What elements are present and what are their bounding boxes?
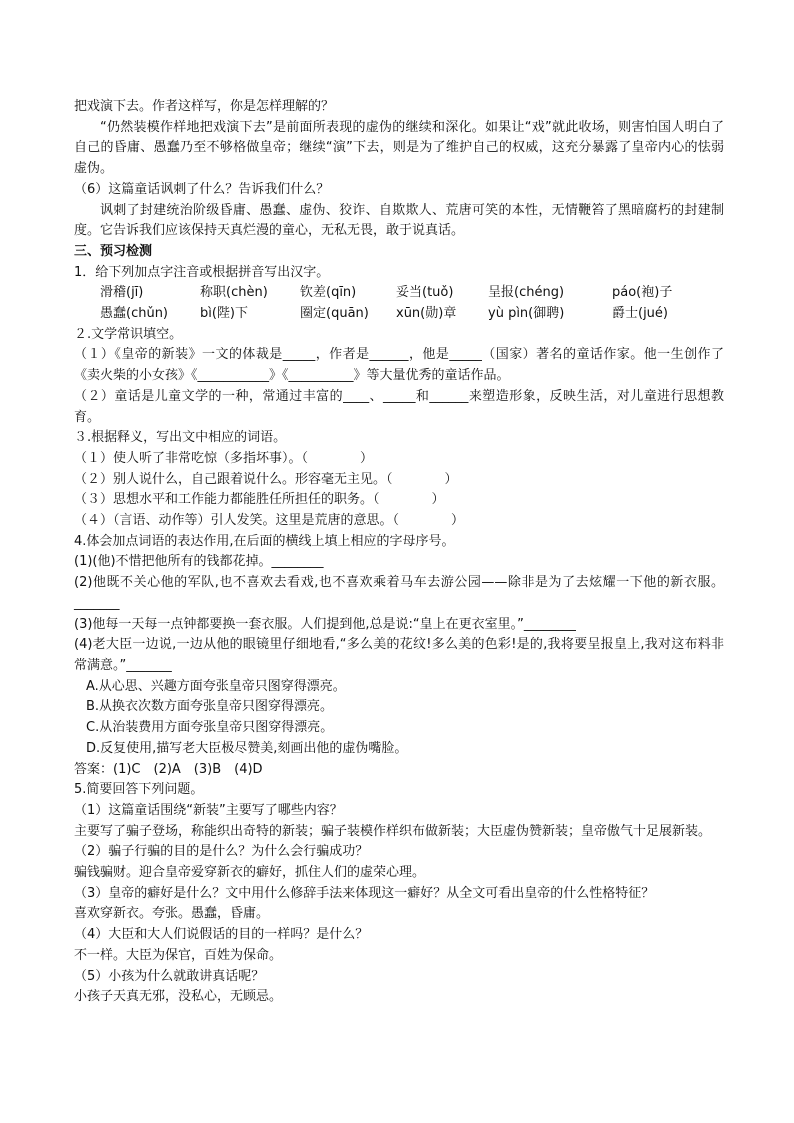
pinyin-item: 圈定(quān) <box>300 306 369 322</box>
answer-4: 答案：(1)C (2)A (3)B (4)D <box>74 761 263 777</box>
question-4-2: (2)他既不关心他的军队,也不喜欢去看戏,也不喜欢乘着马车去游公园——除非是为了去炫耀一下他的新衣服。_______ <box>74 575 724 611</box>
pinyin-item: 呈报(chéng) <box>488 285 565 301</box>
question-4: 4.体会加点词语的表达作用,在后面的横线上填上相应的字母序号。 <box>74 533 455 549</box>
pinyin-item: bì(陛)下 <box>200 306 249 322</box>
question-6: （6）这篇童话讽刺了什么？告诉我们什么？ <box>74 181 330 197</box>
pinyin-item: 愚蠢(chǔn) <box>100 306 169 322</box>
option-c: C.从治装费用方面夸张皇帝只图穿得漂亮。 <box>86 720 334 736</box>
question-4-3: (3)他每一天每一点钟都要换一套衣服。人们提到他,总是说:“皇上在更衣室里。”________ <box>74 616 576 632</box>
answer-5-2: 骗钱骗财。迎合皇帝爱穿新衣的癖好，抓住人们的虚荣心理。 <box>74 865 426 881</box>
pinyin-row-2 <box>74 304 724 325</box>
question-3: ３.根据释义，写出文中相应的词语。 <box>74 430 287 446</box>
question-4-1: (1)(他)不惜把他所有的钱都花掉。________ <box>74 554 324 570</box>
question-5-2: （2）骗子行骗的目的是什么？为什么会行骗成功？ <box>74 844 369 860</box>
question-5-4: （4）大臣和大人们说假话的目的一样吗？是什么？ <box>74 927 369 943</box>
document-page <box>74 97 724 1008</box>
question-3-item: （１）使人听了非常吃惊（多指坏事）。（ ） <box>74 450 374 466</box>
question-4-4: (4)老大臣一边说,一边从他的眼镜里仔细地看,“多么美的花纹!多么美的色彩!是的,我将要呈报皇上,我对这布料非常满意。”_______ <box>74 637 724 673</box>
answer-6: 讽刺了封建统治阶级昏庸、愚蠢、虚伪、狡诈、自欺欺人、荒唐可笑的本性，无情鞭笞了黑暗腐朽的封建制度。它告诉我们应该保持天真烂漫的童心，无私无畏，敢于说真话。 <box>74 202 724 239</box>
question-2: ２.文学常识填空。 <box>74 326 183 342</box>
pinyin-item: yù pìn(御聘) <box>488 306 565 322</box>
question-5-3: （3）皇帝的癖好是什么？文中用什么修辞手法来体现这一癖好？从全文可看出皇帝的什么性格特征？ <box>74 885 655 901</box>
pinyin-item: 滑稽(jī) <box>100 285 144 301</box>
question-5-1: （1）这篇童话围绕“新装”主要写了哪些内容？ <box>74 802 343 818</box>
section-heading: 三、预习检测 <box>74 243 153 259</box>
option-a: A.从心思、兴趣方面夸张皇帝只图穿得漂亮。 <box>86 678 346 694</box>
answer-5-3: 喜欢穿新衣。夸张。愚蠢，昏庸。 <box>74 906 270 922</box>
pinyin-item: 妥当(tuǒ) <box>396 285 454 301</box>
question-3-item: （３）思想水平和工作能力都能胜任所担任的职务。（ ） <box>74 492 445 508</box>
pinyin-item: xūn(勋)章 <box>396 306 457 322</box>
question-2-2: （２）童话是儿童文学的一种，常通过丰富的____、_____和______来塑造形象，反映生活，对儿童进行思想教育。 <box>74 388 724 425</box>
question-3-item: （４）（言语、动作等）引人发笑。这里是荒唐的意思。（ ） <box>74 513 465 529</box>
pinyin-item: páo(袍)子 <box>612 285 673 301</box>
pinyin-item: 钦差(qīn) <box>300 285 357 301</box>
pinyin-row-1 <box>74 283 724 304</box>
question-3-item: （２）别人说什么，自己跟着说什么。形容毫无主见。（ ） <box>74 471 458 487</box>
pinyin-item: 爵士(jué) <box>612 306 668 322</box>
option-b: B.从换衣次数方面夸张皇帝只图穿得漂亮。 <box>86 699 334 715</box>
question-5-5: （5）小孩为什么就敢讲真话呢？ <box>74 968 265 984</box>
option-d: D.反复使用,描写老大臣极尽赞美,刻画出他的虚伪嘴脸。 <box>86 740 408 756</box>
answer-5-5: 小孩子天真无邪，没私心，无顾忌。 <box>74 989 283 1005</box>
question-1: 1．给下列加点字注音或根据拼音写出汉字。 <box>74 264 330 280</box>
pinyin-item: 称职(chèn) <box>200 285 268 301</box>
answer-5-4: 不一样。大臣为保官，百姓为保命。 <box>74 947 283 963</box>
paragraph-continuation: 把戏演下去。作者这样写，你是怎样理解的？ <box>74 99 335 114</box>
question-5: 5.简要回答下列问题。 <box>74 782 204 798</box>
paragraph-explanation: “仍然装模作样地把戏演下去”是前面所表现的虚伪的继续和深化。如果让“戏”就此收场，则害怕国人明白了自己的昏庸、愚蠢乃至不够格做皇帝；继续“演”下去，则是为了维护自己的权威，这充分暴露了皇帝内心的怯弱虚伪。 <box>74 119 724 177</box>
question-2-1: （１）《皇帝的新装》一文的体裁是_____，作者是______，他是_____（国家）著名的童话作家。他一生创作了《卖火柴的小女孩》《___________》《__________》等大量优秀的童话作品。 <box>74 347 724 384</box>
answer-5-1: 主要写了骗子登场，称能织出奇特的新装；骗子装模作样织布做新装；大臣虚伪赞新装；皇帝傲气十足展新装。 <box>74 823 712 839</box>
